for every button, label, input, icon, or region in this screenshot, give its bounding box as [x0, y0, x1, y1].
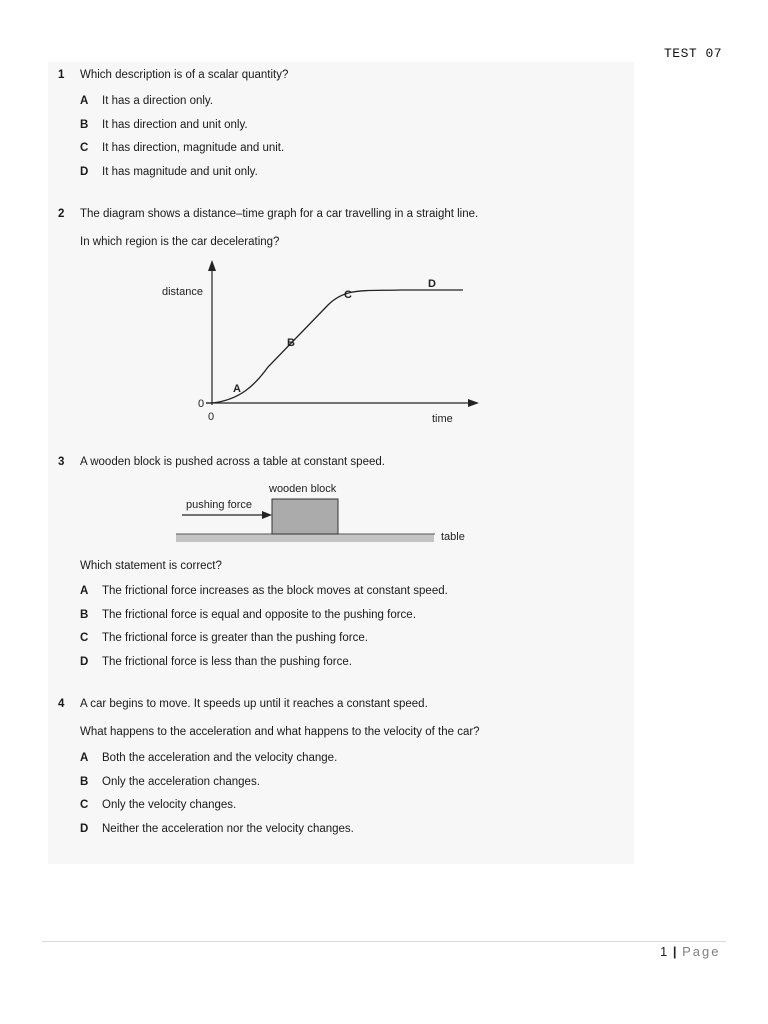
page-word: Page: [682, 944, 721, 959]
distance-time-graph: [150, 255, 490, 430]
y-axis-label: distance: [162, 286, 203, 298]
y-axis-arrowhead: [208, 260, 216, 271]
footer-divider: [42, 941, 726, 942]
question-number: 4: [58, 698, 65, 710]
question-number: 2: [58, 208, 65, 220]
page-footer: [660, 944, 721, 959]
option-letter: B: [80, 119, 89, 131]
option-letter: C: [80, 799, 89, 811]
prompt-text: What happens to the acceleration and what happens to the velocity of the car?: [80, 726, 480, 738]
region-c-label: C: [344, 289, 352, 301]
option-letter: A: [80, 585, 89, 597]
question-text: A wooden block is pushed across a table at constant speed.: [80, 456, 385, 468]
question-text: Which description is of a scalar quantity?: [80, 69, 289, 81]
option-letter: A: [80, 95, 89, 107]
option-text: Only the velocity changes.: [102, 799, 237, 811]
option-text: It has direction, magnitude and unit.: [102, 142, 285, 154]
option-letter: C: [80, 142, 89, 154]
pushing-force-arrowhead: [262, 511, 272, 519]
option-text: The frictional force is equal and opposite to the pushing force.: [102, 609, 416, 621]
question-number: 3: [58, 456, 65, 468]
region-b-label: B: [287, 337, 295, 349]
region-d-label: D: [428, 278, 436, 290]
option-letter: B: [80, 609, 89, 621]
option-letter: C: [80, 632, 89, 644]
table-label: table: [441, 531, 465, 543]
prompt-text: In which region is the car decelerating?: [80, 236, 280, 248]
origin-y-label: 0: [198, 398, 205, 410]
block-label: wooden block: [269, 483, 337, 495]
page-number: 1: [660, 944, 668, 959]
x-axis-arrowhead: [468, 399, 479, 407]
region-a-label: A: [233, 383, 241, 395]
option-text: The frictional force is greater than the pushing force.: [102, 632, 368, 644]
option-text: It has magnitude and unit only.: [102, 166, 258, 178]
wooden-block-diagram: [170, 478, 480, 548]
table-surface: [176, 534, 434, 542]
option-letter: A: [80, 752, 89, 764]
distance-curve: [212, 290, 463, 403]
page-separator: |: [672, 944, 677, 959]
option-letter: D: [80, 823, 89, 835]
option-text: Only the acceleration changes.: [102, 776, 260, 788]
option-text: It has direction and unit only.: [102, 119, 248, 131]
option-letter: B: [80, 776, 89, 788]
x-axis-label: time: [432, 413, 453, 425]
wooden-block: [272, 499, 338, 534]
question-text: The diagram shows a distance–time graph for a car travelling in a straight line.: [80, 208, 479, 220]
force-label: pushing force: [186, 499, 253, 511]
option-text: Neither the acceleration nor the velocity changes.: [102, 823, 354, 835]
origin-x-label: 0: [208, 411, 215, 423]
option-text: It has a direction only.: [102, 95, 214, 107]
prompt-text: Which statement is correct?: [80, 560, 222, 572]
question-text: A car begins to move. It speeds up until it reaches a constant speed.: [80, 698, 428, 710]
question-number: 1: [58, 69, 65, 81]
test-label: TEST 07: [664, 46, 723, 61]
option-letter: D: [80, 656, 89, 668]
option-text: The frictional force increases as the block moves at constant speed.: [102, 585, 448, 597]
option-text: Both the acceleration and the velocity change.: [102, 752, 338, 764]
option-letter: D: [80, 166, 89, 178]
option-text: The frictional force is less than the pushing force.: [102, 656, 352, 668]
